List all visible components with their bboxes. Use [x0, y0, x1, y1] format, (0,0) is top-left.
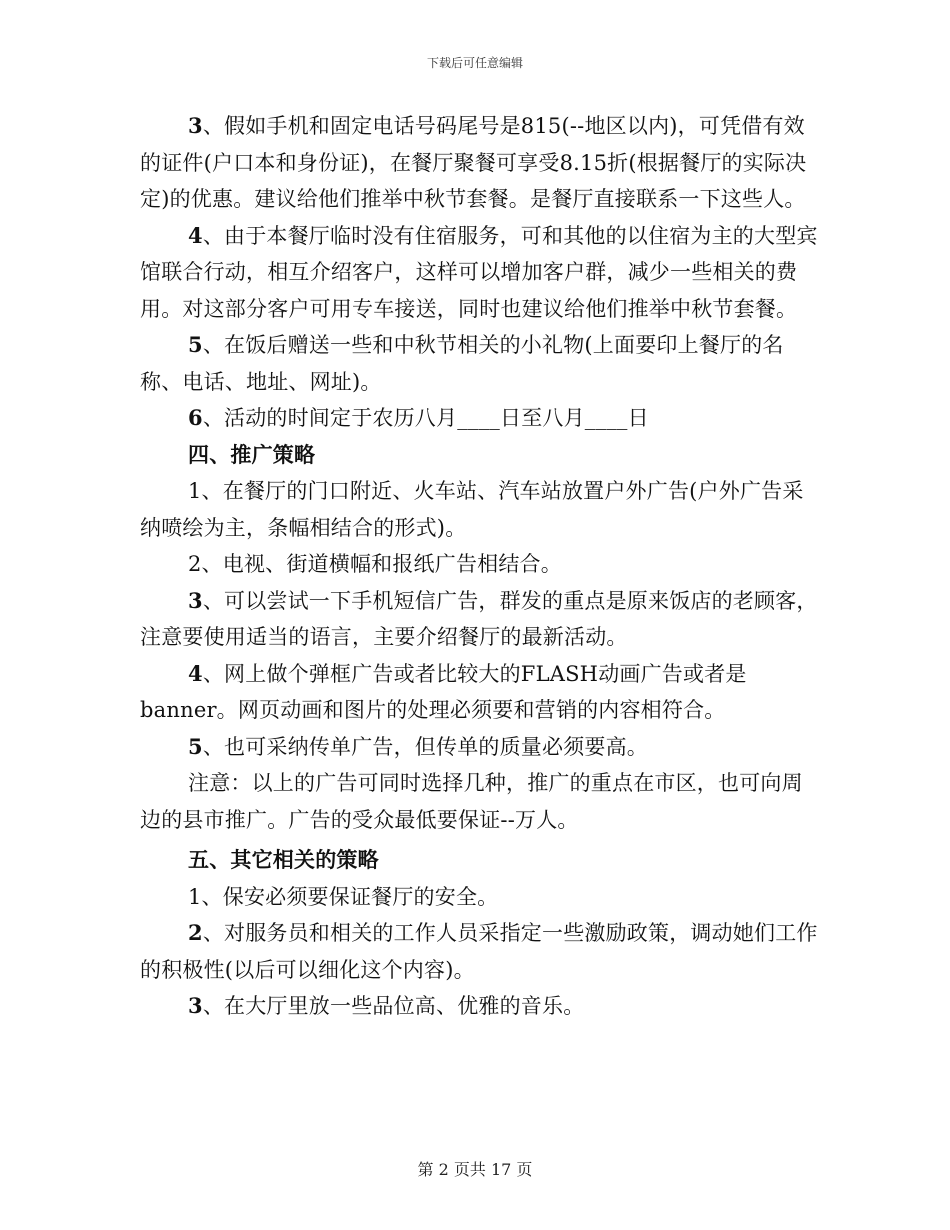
paragraph-security: 1、保安必须要保证餐厅的安全。	[188, 884, 499, 909]
paragraph-tv-ads: 2、电视、街道横幅和报纸广告相结合。	[188, 552, 562, 576]
document-body	[140, 108, 820, 1025]
paragraph-item-3-phone-discount: 3、假如手机和固定电话号码尾号是815(--地区以内)，可凭借有效的证件(户口本和身份证)，在餐厅聚餐可享受8.15折(根据餐厅的实际决定)的优惠。建议给他们推举中秋节套餐。是餐厅直接联系一下这些人。	[140, 113, 807, 211]
paragraph-item-4-hotel-cooperation: 4、由于本餐厅临时没有住宿服务，可和其他的以住宿为主的大型宾馆联合行动，相互介绍客户，这样可以增加客户群，减少一些相关的费用。对这部分客户可用专车接送，同时也建议给他们推举中秋节套餐。	[140, 222, 818, 321]
paragraph-outdoor-ads: 1、在餐厅的门口附近、火车站、汽车站放置户外广告(户外广告采纳喷绘为主，条幅相结合的形式)。	[140, 479, 804, 540]
paragraph-staff-incentives: 2、对服务员和相关的工作人员采指定一些激励政策，调动她们工作的积极性(以后可以细化这个内容)。	[140, 920, 818, 982]
section-heading-promotion: 四、推广策略	[188, 441, 316, 467]
paragraph-music: 3、在大厅里放一些品位高、优雅的音乐。	[188, 993, 585, 1018]
paragraph-item-5-gifts: 5、在饭后赠送一些和中秋节相关的小礼物(上面要印上餐厅的名称、电话、地址、网址)。	[140, 332, 784, 394]
paragraph-web-ads: 4、网上做个弹框广告或者比较大的FLASH动画广告或者是banner。网页动画和图片的处理必须要和营销的内容相符合。	[140, 660, 747, 722]
section-heading-other-strategies: 五、其它相关的策略	[188, 847, 379, 872]
paragraph-flyer-ads: 5、也可采纳传单广告，但传单的质量必须要高。	[188, 733, 649, 759]
page-footer: 第 2 页共 17 页	[417, 1160, 533, 1179]
paragraph-sms-ads: 3、可以尝试一下手机短信广告，群发的重点是原来饭店的老顾客，注意要使用适当的语言，主要介绍餐厅的最新活动。	[140, 587, 818, 649]
page-header: 下载后可任意编辑	[426, 56, 523, 70]
paragraph-item-6-event-date: 6、活动的时间定于农历八月____日至八月____日	[188, 405, 649, 430]
paragraph-note: 注意：以上的广告可同时选择几种，推广的重点在市区，也可向周边的县市推广。广告的受众最低要保证--万人。	[140, 771, 803, 832]
